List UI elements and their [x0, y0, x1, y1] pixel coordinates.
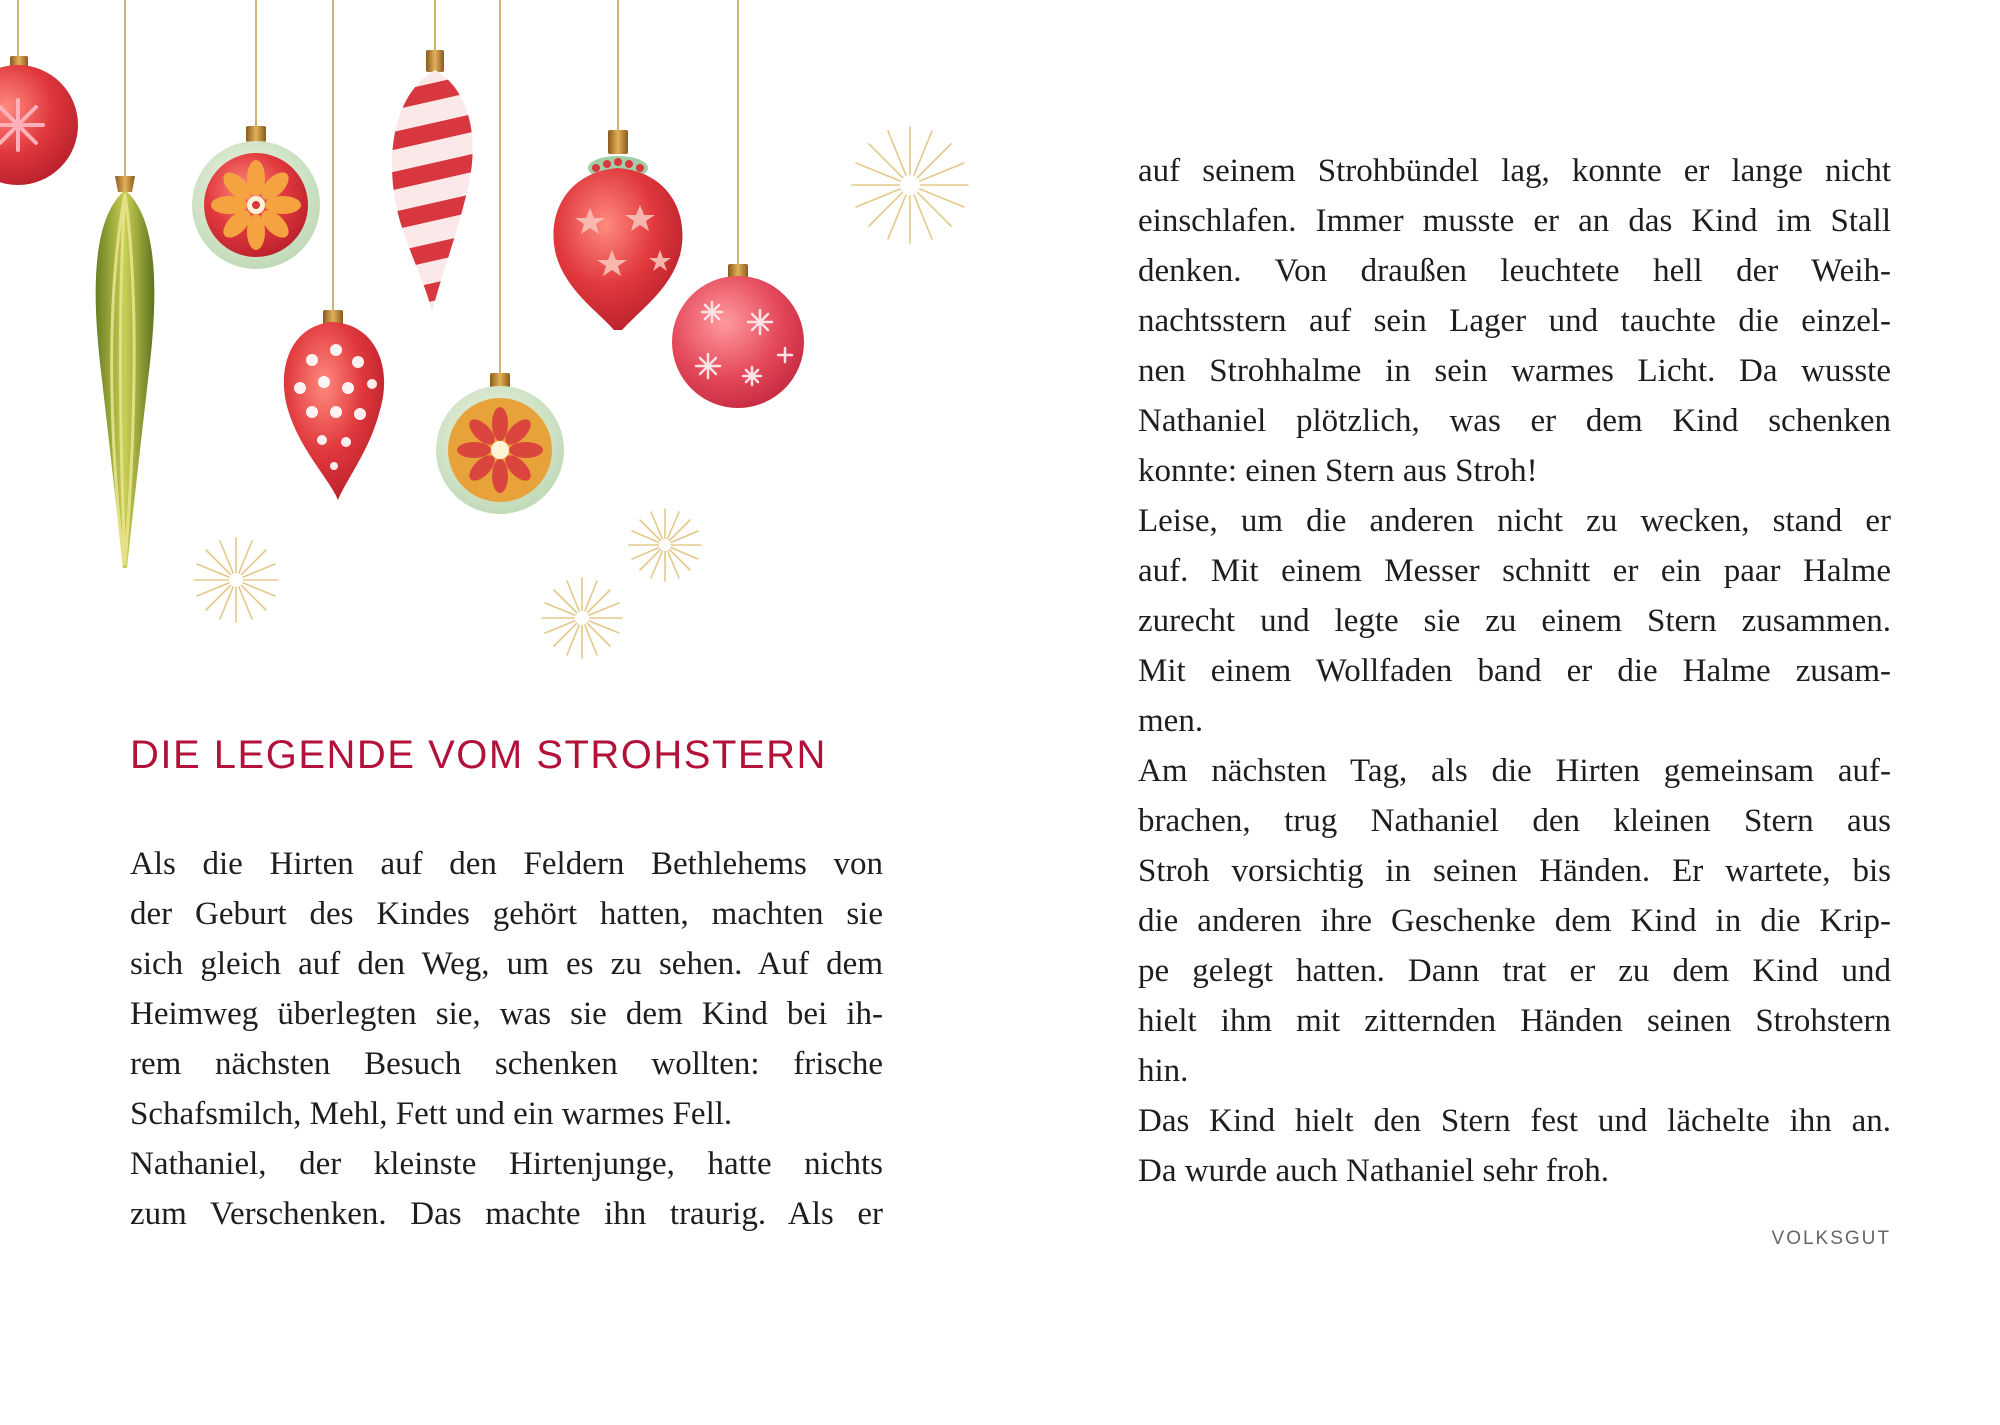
text-line: Heimweg überlegten sie, was sie dem Kind bei ih- — [130, 996, 883, 1032]
text-line: rem nächsten Besuch schenken wollten: frische — [130, 1046, 883, 1082]
text-line: Nathaniel plötzlich, was er dem Kind schenken — [1138, 403, 1891, 439]
text-line: nachtsstern auf sein Lager und tauchte die einzel- — [1138, 303, 1891, 339]
text-line: Schafsmilch, Mehl, Fett und ein warmes Fell. — [130, 1096, 733, 1132]
ornament-candy-stripe — [380, 50, 490, 313]
ornament-green-icicle — [96, 176, 155, 568]
text-line: Stroh vorsichtig in seinen Händen. Er wartete, bis — [1138, 853, 1891, 889]
text-line: zum Verschenken. Das machte ihn traurig. Als er — [130, 1196, 883, 1232]
text-line: Als die Hirten auf den Feldern Bethlehems von — [130, 846, 883, 882]
text-line: die anderen ihre Geschenke dem Kind in die Krip- — [1138, 903, 1891, 939]
ornament-red-dotted-drop — [284, 310, 384, 500]
text-line: Am nächsten Tag, als die Hirten gemeinsam auf- — [1138, 753, 1891, 789]
text-line: auf seinem Strohbündel lag, konnte er lange nicht — [1138, 153, 1891, 189]
text-line: Leise, um die anderen nicht zu wecken, stand er — [1138, 503, 1891, 539]
text-line: Mit einem Wollfaden band er die Halme zusam- — [1138, 653, 1891, 689]
text-line: Da wurde auch Nathaniel sehr froh. — [1138, 1153, 1609, 1189]
text-line: konnte: einen Stern aus Stroh! — [1138, 453, 1538, 489]
text-line: denken. Von draußen leuchtete hell der Weih- — [1138, 253, 1891, 289]
text-line: nen Strohhalme in sein warmes Licht. Da wusste — [1138, 353, 1891, 389]
ornament-red-star-onion — [554, 130, 683, 330]
text-line: einschlafen. Immer musste er an das Kind im Stall — [1138, 203, 1891, 239]
text-line: hin. — [1138, 1053, 1189, 1089]
text-line: Das Kind hielt den Stern fest und lächelte ihn an. — [1138, 1103, 1891, 1139]
ornament-mint-flower-ball — [192, 126, 320, 269]
text-line: pe gelegt hatten. Dann trat er zu dem Kind und — [1138, 953, 1891, 989]
text-line: zurecht und legte sie zu einem Stern zusammen. — [1138, 603, 1891, 639]
ornament-pink-snowflake-ball — [672, 264, 804, 408]
text-line: sich gleich auf den Weg, um es zu sehen. Auf dem — [130, 946, 883, 982]
right-page — [1000, 0, 2000, 1425]
story-text-right — [1138, 146, 1891, 1196]
text-line: der Geburt des Kindes gehört hatten, machten sie — [130, 896, 883, 932]
text-line: Nathaniel, der kleinste Hirtenjunge, hatte nichts — [130, 1146, 883, 1182]
text-line: brachen, trug Nathaniel den kleinen Stern aus — [1138, 803, 1891, 839]
ornament-orange-flower-ball — [436, 373, 564, 514]
text-line: hielt ihm mit zitternden Händen seinen Strohstern — [1138, 1003, 1891, 1039]
text-line: auf. Mit einem Messer schnitt er ein paar Halme — [1138, 553, 1891, 589]
text-line: men. — [1138, 703, 1204, 739]
ornament-red-ball-left — [0, 56, 78, 185]
source-credit: VOLKSGUT — [1771, 1228, 1891, 1249]
story-text-left — [130, 839, 883, 1239]
christmas-ornaments-illustration — [0, 0, 1000, 680]
story-title: DIE LEGENDE VOM STROHSTERN — [130, 733, 827, 777]
